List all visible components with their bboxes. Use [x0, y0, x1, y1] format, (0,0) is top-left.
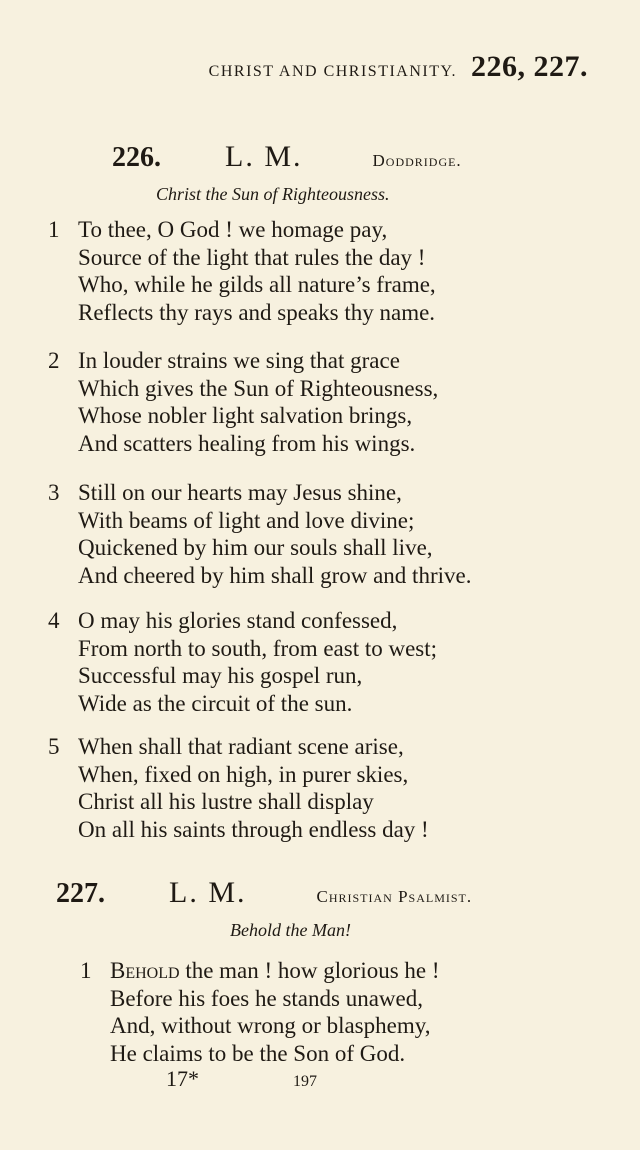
- verse-line: [48, 733, 608, 761]
- stanza-number: 1: [80, 958, 92, 983]
- verse-text: With beams of light and love divine;: [78, 507, 415, 533]
- verse-line: [80, 957, 640, 985]
- verse-line: [48, 216, 608, 244]
- verse-line: [48, 816, 608, 844]
- verse-text: Source of the light that rules the day !: [78, 244, 426, 270]
- stanza-4: [48, 607, 608, 717]
- verse-text: From north to south, from east to west;: [78, 635, 438, 661]
- verse-text: Wide as the circuit of the sun.: [78, 690, 353, 716]
- page-footer: [166, 1066, 317, 1092]
- stanza-number: 3: [48, 480, 60, 505]
- verse-text: He claims to be the Son of God.: [110, 1040, 406, 1066]
- verse-text: O may his glories stand confessed,: [78, 608, 398, 633]
- stanza-number: 1: [48, 217, 60, 242]
- hymn-meter: L. M.: [169, 876, 247, 909]
- stanza-number: 5: [48, 734, 60, 759]
- verse-text: On all his saints through endless day !: [78, 816, 429, 842]
- hymn-subtitle: Behold the Man!: [230, 920, 351, 940]
- signature-mark: 17*: [166, 1066, 199, 1091]
- hymn-number: 226.: [112, 142, 161, 173]
- verse-text: Which gives the Sun of Righteousness,: [78, 375, 439, 401]
- verse-line: [80, 985, 640, 1013]
- stanza-3: [48, 479, 608, 589]
- verse-line: [48, 607, 608, 635]
- verse-text: And cheered by him shall grow and thrive.: [78, 562, 472, 588]
- verse-text: When, fixed on high, in purer skies,: [78, 761, 409, 787]
- hymn-subtitle: Christ the Sun of Righteousness.: [156, 184, 390, 204]
- verse-line: [80, 1040, 640, 1068]
- verse-text: Whose nobler light salvation brings,: [78, 403, 413, 428]
- verse-line: [48, 761, 608, 789]
- verse-line: [48, 430, 608, 458]
- stanza-number: 2: [48, 348, 60, 373]
- verse-text: And, without wrong or blasphemy,: [110, 1013, 431, 1038]
- verse-text: Before his foes he stands unawed,: [110, 985, 423, 1011]
- verse-line: [48, 402, 608, 430]
- hymn-227-heading: [56, 876, 472, 910]
- verse-text: Quickened by him our souls shall live,: [78, 535, 433, 560]
- page-number: 197: [293, 1073, 317, 1090]
- stanza-number: 4: [48, 608, 60, 633]
- stanza-1: [48, 216, 608, 326]
- verse-line: [48, 347, 608, 375]
- verse-first-word: Behold: [110, 958, 180, 983]
- running-hymn-numbers: 226, 227.: [471, 50, 588, 83]
- verse-line: [80, 1012, 640, 1040]
- verse-text: Reflects thy rays and speaks thy name.: [78, 299, 436, 325]
- verse-text: Successful may his gospel run,: [78, 663, 363, 688]
- verse-text: Christ all his lustre shall display: [78, 789, 374, 814]
- verse-line: [48, 507, 608, 535]
- verse-line: [48, 534, 608, 562]
- verse-line: [48, 635, 608, 663]
- verse-line: [48, 244, 608, 272]
- verse-line: [48, 299, 608, 327]
- running-title: CHRIST AND CHRISTIANITY.: [208, 63, 457, 80]
- hymn-author: Doddridge.: [372, 151, 462, 170]
- hymn-number: 227.: [56, 878, 105, 909]
- verse-line: [48, 375, 608, 403]
- verse-text: Who, while he gilds all nature’s frame,: [78, 272, 436, 297]
- hymn-author: Christian Psalmist.: [316, 887, 473, 906]
- verse-text: And scatters healing from his wings.: [78, 430, 416, 456]
- stanza-2: [48, 347, 608, 457]
- verse-line: [48, 788, 608, 816]
- verse-text: Still on our hearts may Jesus shine,: [78, 480, 402, 505]
- verse-text: the man ! how glorious he !: [179, 958, 440, 983]
- verse-line: [48, 662, 608, 690]
- verse-line: [48, 690, 608, 718]
- verse-text: When shall that radiant scene arise,: [78, 734, 404, 759]
- running-head: [209, 50, 588, 84]
- verse-line: [48, 271, 608, 299]
- verse-line: [48, 479, 608, 507]
- hymn-meter: L. M.: [225, 140, 303, 173]
- stanza-1: [80, 957, 640, 1067]
- stanza-5: [48, 733, 608, 843]
- verse-line: [48, 562, 608, 590]
- verse-text: In louder strains we sing that grace: [78, 348, 400, 373]
- hymn-226-heading: [112, 140, 462, 174]
- verse-text: To thee, O God ! we homage pay,: [78, 217, 388, 242]
